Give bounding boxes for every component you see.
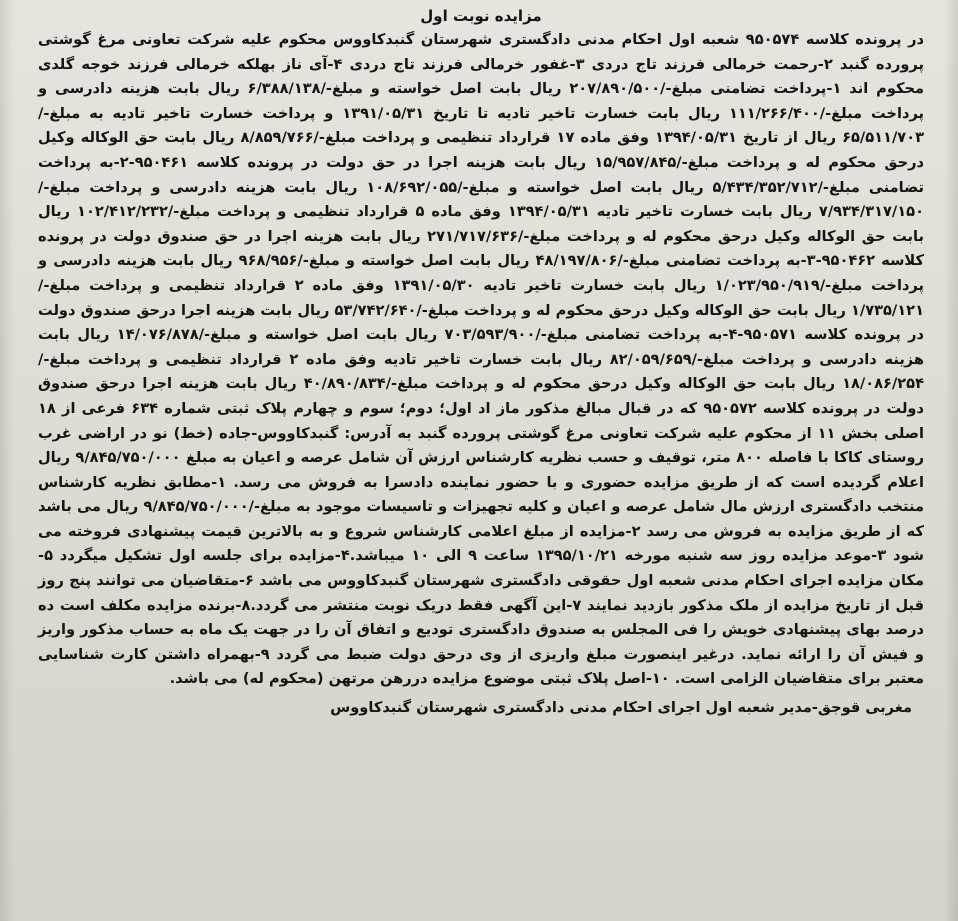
notice-heading: مزایده نوبت اول bbox=[420, 7, 542, 25]
notice-signature: مغربی قوجق-مدیر شعبه اول اجرای احکام مدنی دادگستری شهرستان گنبدکاووس bbox=[330, 699, 912, 717]
paper-edge-shadow-right bbox=[944, 0, 958, 921]
notice-body: در پرونده کلاسه ۹۵۰۵۷۴ شعبه اول احکام مدنی دادگستری شهرستان گنبدکاووس محکوم علیه شرکت تعاونی مرغ گوشتی پرورده گنبد ۲-رحمت خرمالی فرزند تاج دردی ۳-غفور خرمالی فرزند تاج دردی ۴-آی ناز بهلکه خرمالی فرزند خوجه گلدی محکوم اند ۱-پرداخت تضامنی مبلغ-/۲۰۷/۸۹۰/۵۰۰ ریال بابت اصل خواسته و مبلغ-/۶/۳۸۸/۱۳۸ ریال بابت هزینه دادرسی و پرداخت مبلغ-/۱۱۱/۲۶۶/۴۰۰ ریال بابت خسارت تاخیر تادیه تا تاریخ ۱۳۹۱/۰۵/۳۱ و پرداخت خسارت تاخیر تادیه به مبلغ-/۶۵/۵۱۱/۷۰۳ ریال از تاریخ ۱۳۹۴/۰۵/۳۱ وفق ماده ۱۷ قرارداد تنظیمی و پرداخت مبلغ-/۸/۸۵۹/۷۶۶ ریال بابت حق الوکاله وکیل درحق محکوم له و پرداخت مبلغ-/۱۵/۹۵۷/۸۴۵ ریال بابت هزینه اجرا در حق دولت در پرونده کلاسه ۹۵۰۴۶۱-۲-به پرداخت تضامنی مبلغ-/۵/۴۳۴/۳۵۲/۷۱۲ ریال بابت اصل خواسته و مبلغ-/۱۰۸/۶۹۲/۰۵۵ ریال بابت هزینه دادرسی و پرداخت مبلغ-/۷/۹۳۴/۳۱۷/۱۵۰ ریال بابت خسارت تاخیر تادیه ۱۳۹۴/۰۵/۳۱ وفق ماده ۵ قرارداد تنظیمی و پرداخت مبلغ-/۱۰۲/۴۱۲/۲۳۲ ریال بابت حق الوکاله وکیل درحق محکوم له و پرداخت مبلغ-/۲۷۱/۷۱۷/۶۳۶ ریال بابت هزینه اجرا در حق صندوق دولت در پرونده کلاسه ۹۵۰۴۶۲-۳-به پرداخت تضامنی مبلغ-/۴۸/۱۹۷/۸۰۶ ریال بابت اصل خواسته و مبلغ-/۹۶۸/۹۵۶ ریال بابت هزینه دادرسی و پرداخت مبلغ-/۱/۰۲۳/۹۵۰/۹۱۹ ریال بابت خسارت تاخیر تادیه ۱۳۹۱/۰۵/۳۰ وفق ماده ۲ قرارداد تنظیمی و پرداخت مبلغ-/۱/۷۳۵/۱۲۱ ریال بابت حق الوکاله وکیل درحق محکوم له و پرداخت مبلغ-/۵۳/۷۴۲/۶۴۰ ریال بابت هزینه اجرا درحق صندوق دولت در پرونده کلاسه ۹۵۰۵۷۱-۴-به پرداخت تضامنی مبلغ-/۷۰۳/۵۹۳/۹۰۰ ریال بابت اصل خواسته و مبلغ-/۱۴/۰۷۶/۸۷۸ ریال بابت هزینه دادرسی و پرداخت مبلغ-/۸۲/۰۵۹/۶۵۹ ریال بابت خسارت تاخیر تادیه وفق ماده ۲ قرارداد تنظیمی و پرداخت مبلغ-/۱۸/۰۸۶/۲۵۴ ریال بابت حق الوکاله وکیل درحق محکوم له و پرداخت مبلغ-/۴۰/۸۹۰/۸۳۴ ریال بابت هزینه اجرا درحق صندوق دولت در پرونده کلاسه ۹۵۰۵۷۲ که در قبال مبالغ مذکور ماز اد اول؛ دوم؛ سوم و چهارم پلاک ثبتی شماره ۶۳۴ فرعی از ۱۸ اصلی بخش ۱۱ از محکوم علیه شرکت تعاونی مرغ گوشتی پرورده گنبد به آدرس: گنبدکاووس-جاده (خط) نو در اراضی غرب روستای کاکا با فاصله ۸۰۰ متر، توقیف و حسب نظریه کارشناس ارزش آن شامل عرصه و اعیان به مبلغ ۹/۸۴۵/۷۵۰/۰۰۰ ریال اعلام گردیده است که از طریق مزایده حضوری و با حضور نماینده دادسرا به فروش می رسد. ۱-مطابق نظریه کارشناس منتخب دادگستری ارزش مال شامل عرصه و اعیان و کلیه تجهیزات و تاسیسات موجود به مبلغ-/۹/۸۴۵/۷۵۰/۰۰۰ ریال می باشد که از طریق مزایده به فروش می رسد ۲-مزایده از مبلغ اعلامی کارشناس شروع و به بالاترین قیمت پیشنهادی فروخته می شود ۳-موعد مزایده روز سه شنبه مورخه ۱۳۹۵/۱۰/۲۱ ساعت ۹ الی ۱۰ میباشد.۴-مزایده برای جلسه اول تشکیل میگردد ۵-مکان مزایده اجرای احکام مدنی شعبه اول حقوقی دادگستری شهرستان گنبدکاووس می باشد ۶-متقاضیان می توانند پنج روز قبل از تاریخ مزایده از ملک مذکور بازدید نمایند ۷-این آگهی فقط دریک نوبت منتشر می گردد.۸-برنده مزایده مکلف است ده درصد بهای پیشنهادی خویش را فی المجلس به صندوق دادگستری تودیع و اتفاق آن را در جهت یک ماه به حساب مذکور واریز و فیش آن را ارائه نماید. درغیر اینصورت مبلغ واریزی از وی درحق دولت ضبط می گردد ۹-بهمراه داشتن کارت شناسایی معتبر برای متقاضیان الزامی است. ۱۰-اصل پلاک ثبتی موضوع مزایده دررهن مرتهن (محکوم له) می باشد. bbox=[38, 31, 925, 688]
paper-edge-shadow-left bbox=[0, 0, 14, 921]
